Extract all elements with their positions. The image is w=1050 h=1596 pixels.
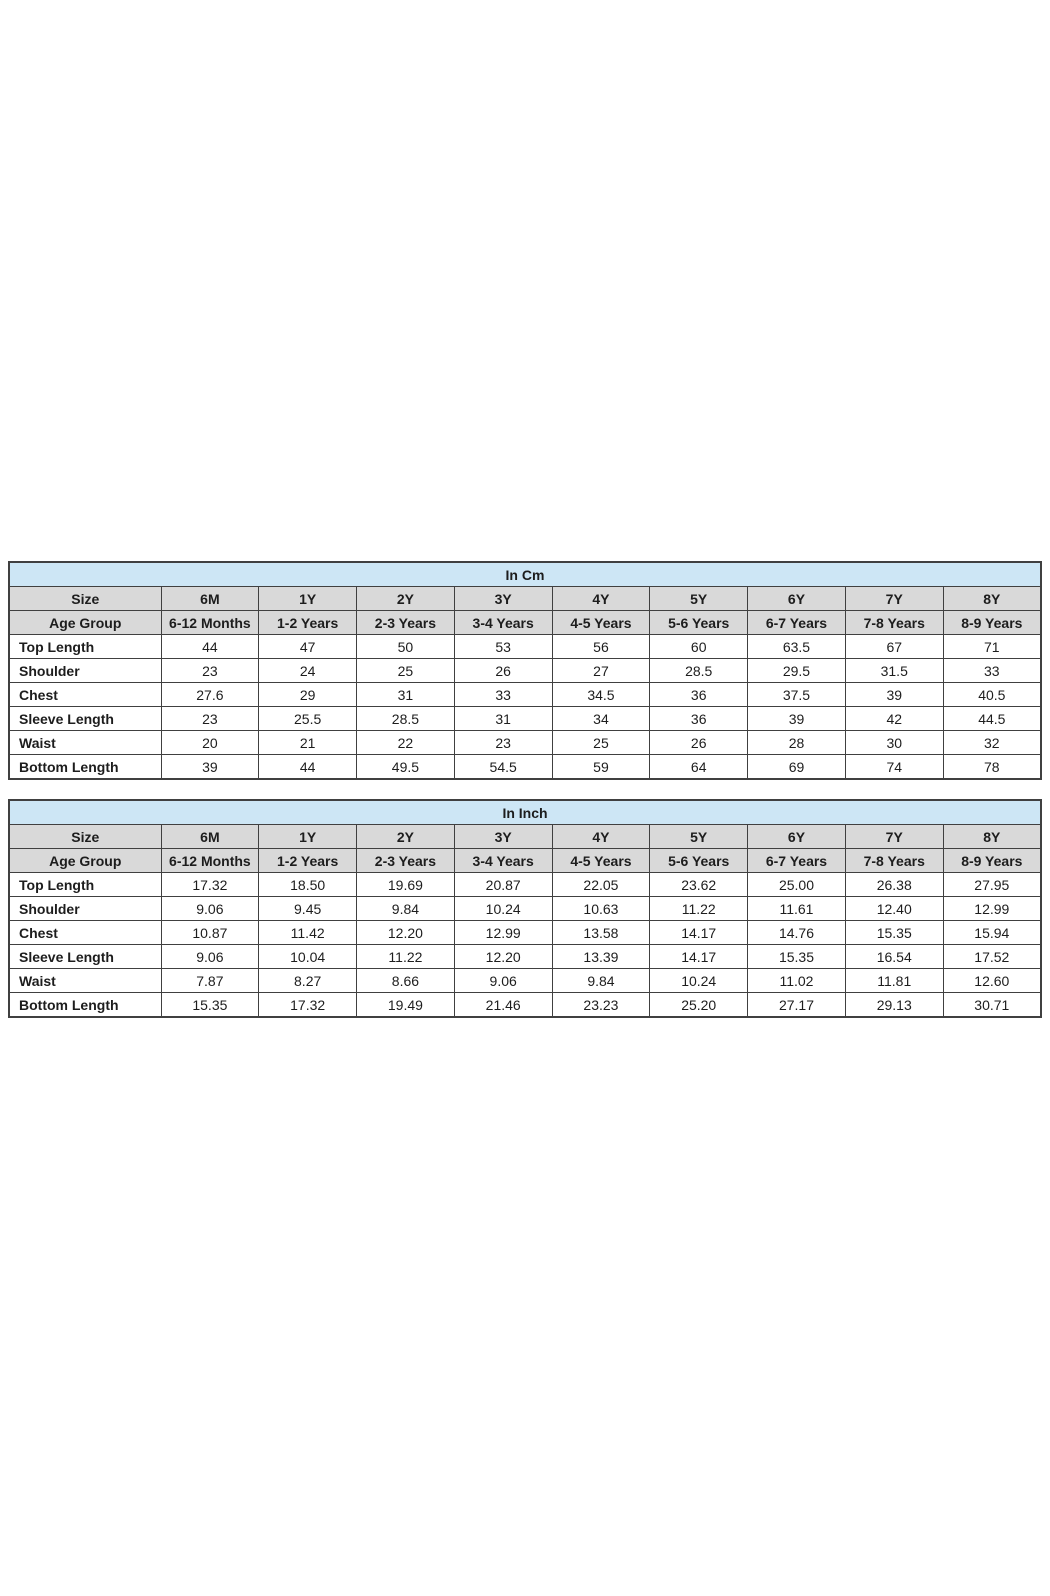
measurement-value: 8.66 bbox=[357, 969, 455, 993]
row-label: Sleeve Length bbox=[9, 945, 161, 969]
measurement-value: 11.61 bbox=[748, 897, 846, 921]
column-header: 3Y bbox=[454, 825, 552, 849]
measurement-value: 69 bbox=[748, 755, 846, 780]
measurement-value: 28 bbox=[748, 731, 846, 755]
measurement-value: 24 bbox=[259, 659, 357, 683]
measurement-value: 22.05 bbox=[552, 873, 650, 897]
measurement-value: 18.50 bbox=[259, 873, 357, 897]
measurement-value: 9.06 bbox=[161, 897, 259, 921]
age-group-value: 2-3 Years bbox=[357, 611, 455, 635]
measurement-value: 13.39 bbox=[552, 945, 650, 969]
measurement-value: 28.5 bbox=[650, 659, 748, 683]
age-group-value: 6-12 Months bbox=[161, 611, 259, 635]
measurement-value: 15.35 bbox=[161, 993, 259, 1018]
row-label: Chest bbox=[9, 921, 161, 945]
column-header: 6Y bbox=[748, 587, 846, 611]
age-group-value: 5-6 Years bbox=[650, 611, 748, 635]
measurement-value: 56 bbox=[552, 635, 650, 659]
measurement-value: 32 bbox=[943, 731, 1041, 755]
measurement-value: 71 bbox=[943, 635, 1041, 659]
measurement-value: 17.52 bbox=[943, 945, 1041, 969]
measurement-value: 31 bbox=[357, 683, 455, 707]
measurement-value: 37.5 bbox=[748, 683, 846, 707]
age-group-value: 5-6 Years bbox=[650, 849, 748, 873]
size-header-label: Size bbox=[9, 587, 161, 611]
table-row bbox=[9, 993, 1041, 1018]
measurement-value: 10.87 bbox=[161, 921, 259, 945]
table-row bbox=[9, 659, 1041, 683]
age-group-value: 6-7 Years bbox=[748, 849, 846, 873]
table-row bbox=[9, 825, 1041, 849]
measurement-value: 12.40 bbox=[845, 897, 943, 921]
age-group-value: 7-8 Years bbox=[845, 849, 943, 873]
measurement-value: 9.45 bbox=[259, 897, 357, 921]
measurement-value: 14.17 bbox=[650, 921, 748, 945]
measurement-value: 11.22 bbox=[357, 945, 455, 969]
measurement-value: 33 bbox=[943, 659, 1041, 683]
column-header: 4Y bbox=[552, 825, 650, 849]
measurement-value: 67 bbox=[845, 635, 943, 659]
row-label: Shoulder bbox=[9, 659, 161, 683]
column-header: 6Y bbox=[748, 825, 846, 849]
measurement-value: 39 bbox=[748, 707, 846, 731]
measurement-value: 20.87 bbox=[454, 873, 552, 897]
measurement-value: 9.06 bbox=[454, 969, 552, 993]
measurement-value: 50 bbox=[357, 635, 455, 659]
table-row bbox=[9, 849, 1041, 873]
measurement-value: 10.24 bbox=[650, 969, 748, 993]
column-header: 3Y bbox=[454, 587, 552, 611]
measurement-value: 29 bbox=[259, 683, 357, 707]
table-row bbox=[9, 611, 1041, 635]
measurement-value: 8.27 bbox=[259, 969, 357, 993]
row-label: Sleeve Length bbox=[9, 707, 161, 731]
measurement-value: 59 bbox=[552, 755, 650, 780]
column-header: 4Y bbox=[552, 587, 650, 611]
column-header: 1Y bbox=[259, 587, 357, 611]
measurement-value: 44 bbox=[161, 635, 259, 659]
age-group-value: 3-4 Years bbox=[454, 849, 552, 873]
measurement-value: 30.71 bbox=[943, 993, 1041, 1018]
measurement-value: 11.22 bbox=[650, 897, 748, 921]
measurement-value: 7.87 bbox=[161, 969, 259, 993]
table-row bbox=[9, 683, 1041, 707]
row-label: Bottom Length bbox=[9, 993, 161, 1018]
column-header: 5Y bbox=[650, 587, 748, 611]
measurement-value: 17.32 bbox=[259, 993, 357, 1018]
measurement-value: 10.04 bbox=[259, 945, 357, 969]
measurement-value: 74 bbox=[845, 755, 943, 780]
measurement-value: 47 bbox=[259, 635, 357, 659]
measurement-value: 10.24 bbox=[454, 897, 552, 921]
age-group-value: 6-12 Months bbox=[161, 849, 259, 873]
measurement-value: 20 bbox=[161, 731, 259, 755]
size-header-label: Size bbox=[9, 825, 161, 849]
measurement-value: 12.20 bbox=[454, 945, 552, 969]
table-row bbox=[9, 800, 1041, 825]
measurement-value: 21 bbox=[259, 731, 357, 755]
column-header: 6M bbox=[161, 825, 259, 849]
measurement-value: 12.99 bbox=[454, 921, 552, 945]
measurement-value: 28.5 bbox=[357, 707, 455, 731]
measurement-value: 11.02 bbox=[748, 969, 846, 993]
measurement-value: 14.17 bbox=[650, 945, 748, 969]
measurement-value: 12.99 bbox=[943, 897, 1041, 921]
measurement-value: 27 bbox=[552, 659, 650, 683]
age-group-value: 6-7 Years bbox=[748, 611, 846, 635]
measurement-value: 10.63 bbox=[552, 897, 650, 921]
table-row bbox=[9, 562, 1041, 587]
column-header: 7Y bbox=[845, 587, 943, 611]
measurement-value: 29.13 bbox=[845, 993, 943, 1018]
age-group-value: 3-4 Years bbox=[454, 611, 552, 635]
measurement-value: 34.5 bbox=[552, 683, 650, 707]
measurement-value: 27.17 bbox=[748, 993, 846, 1018]
measurement-value: 54.5 bbox=[454, 755, 552, 780]
measurement-value: 26 bbox=[650, 731, 748, 755]
measurement-value: 33 bbox=[454, 683, 552, 707]
measurement-value: 63.5 bbox=[748, 635, 846, 659]
measurement-value: 64 bbox=[650, 755, 748, 780]
measurement-value: 17.32 bbox=[161, 873, 259, 897]
table-row bbox=[9, 969, 1041, 993]
row-label: Waist bbox=[9, 731, 161, 755]
measurement-value: 40.5 bbox=[943, 683, 1041, 707]
age-group-value: 8-9 Years bbox=[943, 849, 1041, 873]
measurement-value: 25.00 bbox=[748, 873, 846, 897]
measurement-value: 39 bbox=[161, 755, 259, 780]
measurement-value: 23 bbox=[161, 659, 259, 683]
measurement-value: 9.84 bbox=[552, 969, 650, 993]
measurement-value: 26 bbox=[454, 659, 552, 683]
table-row bbox=[9, 635, 1041, 659]
size-table-cm bbox=[8, 561, 1042, 780]
measurement-value: 44.5 bbox=[943, 707, 1041, 731]
measurement-value: 36 bbox=[650, 683, 748, 707]
measurement-value: 26.38 bbox=[845, 873, 943, 897]
size-table-inch-body bbox=[9, 800, 1041, 1017]
measurement-value: 39 bbox=[845, 683, 943, 707]
age-group-value: 1-2 Years bbox=[259, 849, 357, 873]
column-header: 2Y bbox=[357, 587, 455, 611]
measurement-value: 44 bbox=[259, 755, 357, 780]
measurement-value: 13.58 bbox=[552, 921, 650, 945]
measurement-value: 11.42 bbox=[259, 921, 357, 945]
age-group-value: 7-8 Years bbox=[845, 611, 943, 635]
measurement-value: 30 bbox=[845, 731, 943, 755]
size-table-inch bbox=[8, 799, 1042, 1018]
age-group-value: 4-5 Years bbox=[552, 611, 650, 635]
column-header: 8Y bbox=[943, 825, 1041, 849]
measurement-value: 16.54 bbox=[845, 945, 943, 969]
measurement-value: 31 bbox=[454, 707, 552, 731]
table-title: In Inch bbox=[9, 800, 1041, 825]
measurement-value: 15.94 bbox=[943, 921, 1041, 945]
size-table-cm-body bbox=[9, 562, 1041, 779]
column-header: 7Y bbox=[845, 825, 943, 849]
measurement-value: 60 bbox=[650, 635, 748, 659]
measurement-value: 12.60 bbox=[943, 969, 1041, 993]
age-group-value: 2-3 Years bbox=[357, 849, 455, 873]
measurement-value: 15.35 bbox=[748, 945, 846, 969]
measurement-value: 42 bbox=[845, 707, 943, 731]
measurement-value: 14.76 bbox=[748, 921, 846, 945]
measurement-value: 23.23 bbox=[552, 993, 650, 1018]
measurement-value: 53 bbox=[454, 635, 552, 659]
age-group-value: 4-5 Years bbox=[552, 849, 650, 873]
table-title: In Cm bbox=[9, 562, 1041, 587]
measurement-value: 49.5 bbox=[357, 755, 455, 780]
table-row bbox=[9, 755, 1041, 780]
measurement-value: 25.5 bbox=[259, 707, 357, 731]
table-row bbox=[9, 707, 1041, 731]
column-header: 6M bbox=[161, 587, 259, 611]
age-group-value: 1-2 Years bbox=[259, 611, 357, 635]
table-row bbox=[9, 731, 1041, 755]
row-label: Bottom Length bbox=[9, 755, 161, 780]
measurement-value: 36 bbox=[650, 707, 748, 731]
measurement-value: 25 bbox=[357, 659, 455, 683]
table-row bbox=[9, 945, 1041, 969]
column-header: 5Y bbox=[650, 825, 748, 849]
measurement-value: 22 bbox=[357, 731, 455, 755]
row-label: Top Length bbox=[9, 873, 161, 897]
measurement-value: 11.81 bbox=[845, 969, 943, 993]
table-row bbox=[9, 587, 1041, 611]
measurement-value: 34 bbox=[552, 707, 650, 731]
measurement-value: 9.06 bbox=[161, 945, 259, 969]
measurement-value: 21.46 bbox=[454, 993, 552, 1018]
row-label: Shoulder bbox=[9, 897, 161, 921]
age-group-label: Age Group bbox=[9, 849, 161, 873]
table-row bbox=[9, 873, 1041, 897]
row-label: Chest bbox=[9, 683, 161, 707]
row-label: Top Length bbox=[9, 635, 161, 659]
measurement-value: 15.35 bbox=[845, 921, 943, 945]
column-header: 1Y bbox=[259, 825, 357, 849]
measurement-value: 27.6 bbox=[161, 683, 259, 707]
measurement-value: 23 bbox=[454, 731, 552, 755]
measurement-value: 23.62 bbox=[650, 873, 748, 897]
measurement-value: 31.5 bbox=[845, 659, 943, 683]
measurement-value: 9.84 bbox=[357, 897, 455, 921]
table-row bbox=[9, 921, 1041, 945]
measurement-value: 25 bbox=[552, 731, 650, 755]
table-row bbox=[9, 897, 1041, 921]
measurement-value: 12.20 bbox=[357, 921, 455, 945]
age-group-label: Age Group bbox=[9, 611, 161, 635]
measurement-value: 29.5 bbox=[748, 659, 846, 683]
measurement-value: 27.95 bbox=[943, 873, 1041, 897]
measurement-value: 19.49 bbox=[357, 993, 455, 1018]
column-header: 2Y bbox=[357, 825, 455, 849]
measurement-value: 25.20 bbox=[650, 993, 748, 1018]
column-header: 8Y bbox=[943, 587, 1041, 611]
measurement-value: 19.69 bbox=[357, 873, 455, 897]
age-group-value: 8-9 Years bbox=[943, 611, 1041, 635]
measurement-value: 78 bbox=[943, 755, 1041, 780]
row-label: Waist bbox=[9, 969, 161, 993]
measurement-value: 23 bbox=[161, 707, 259, 731]
